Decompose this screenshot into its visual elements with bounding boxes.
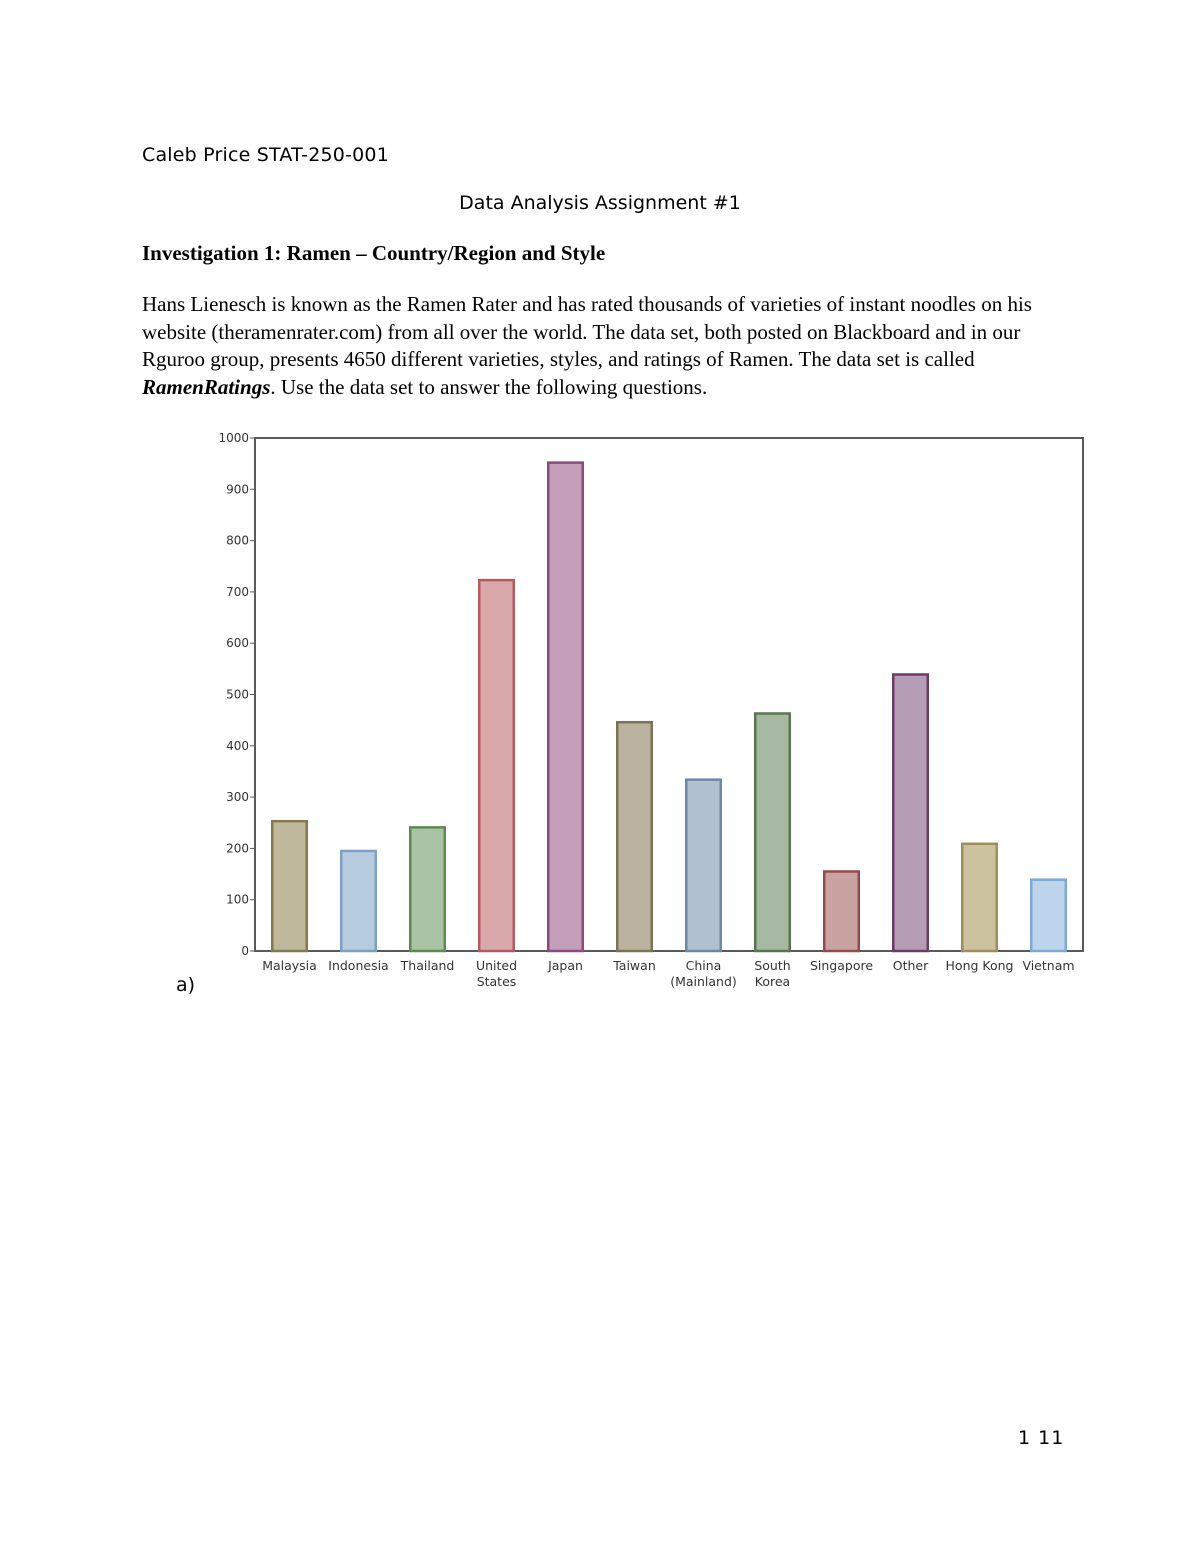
x-tick-label: Thailand <box>400 958 455 973</box>
x-tick-label: (Mainland) <box>670 974 737 989</box>
bar <box>341 851 376 951</box>
bar <box>548 463 583 951</box>
bar <box>893 674 928 951</box>
intro-text-after: . Use the data set to answer the following questions. <box>270 374 708 399</box>
bar <box>272 821 307 951</box>
x-tick-label: Singapore <box>809 958 874 973</box>
y-tick-label: 200 <box>226 841 249 856</box>
x-tick-label: Korea <box>754 974 791 989</box>
y-tick-label: 800 <box>226 533 249 548</box>
document-title <box>0 192 1200 214</box>
y-tick-label: 500 <box>226 687 249 702</box>
x-tick-label: States <box>476 974 517 989</box>
x-tick-label: Indonesia <box>328 958 389 973</box>
bar <box>479 580 514 951</box>
y-tick-label: 700 <box>226 584 249 599</box>
ramen-country-bar-chart <box>200 425 1100 1005</box>
question-label: a) <box>176 974 196 996</box>
x-tick-label: Hong Kong <box>945 958 1014 973</box>
bar <box>410 827 445 951</box>
page-number: 1 11 <box>1018 1427 1065 1449</box>
dataset-name: RamenRatings <box>142 374 271 399</box>
bar <box>755 713 790 951</box>
document-title-text: Data Analysis Assignment #1 <box>459 192 741 214</box>
investigation-heading: Investigation 1: Ramen – Country/Region and Style <box>142 241 606 265</box>
plot-frame <box>255 438 1083 951</box>
intro-text-before: Hans Lienesch is known as the Ramen Rater and has rated thousands of varieties of instant noodles on his website (theramenrater.com) from all over the world. The data set, both posted on Blackboard and in our Rguroo group, presents 4650 different varieties, styles, and ratings of Ramen. The data set is called <box>142 292 1032 371</box>
x-tick-label: Other <box>892 958 929 973</box>
x-tick-label: China <box>685 958 722 973</box>
y-tick-label: 300 <box>226 790 249 805</box>
x-tick-label: South <box>754 958 791 973</box>
intro-paragraph <box>142 291 1072 401</box>
bar <box>1031 880 1066 951</box>
x-tick-label: Malaysia <box>262 958 317 973</box>
author-line: Caleb Price STAT-250-001 <box>142 144 389 166</box>
bar <box>824 871 859 951</box>
y-tick-label: 900 <box>226 482 249 497</box>
bar <box>962 844 997 951</box>
y-tick-label: 1000 <box>218 431 249 445</box>
y-tick-label: 600 <box>226 636 249 651</box>
y-tick-label: 100 <box>226 892 249 907</box>
x-tick-label: Taiwan <box>613 958 656 973</box>
bar <box>617 722 652 951</box>
y-tick-label: 0 <box>241 944 249 958</box>
x-tick-label: Japan <box>548 958 583 973</box>
y-tick-label: 400 <box>226 738 249 753</box>
bar <box>686 780 721 951</box>
x-tick-label: United <box>475 958 518 973</box>
x-tick-label: Vietnam <box>1022 958 1075 973</box>
